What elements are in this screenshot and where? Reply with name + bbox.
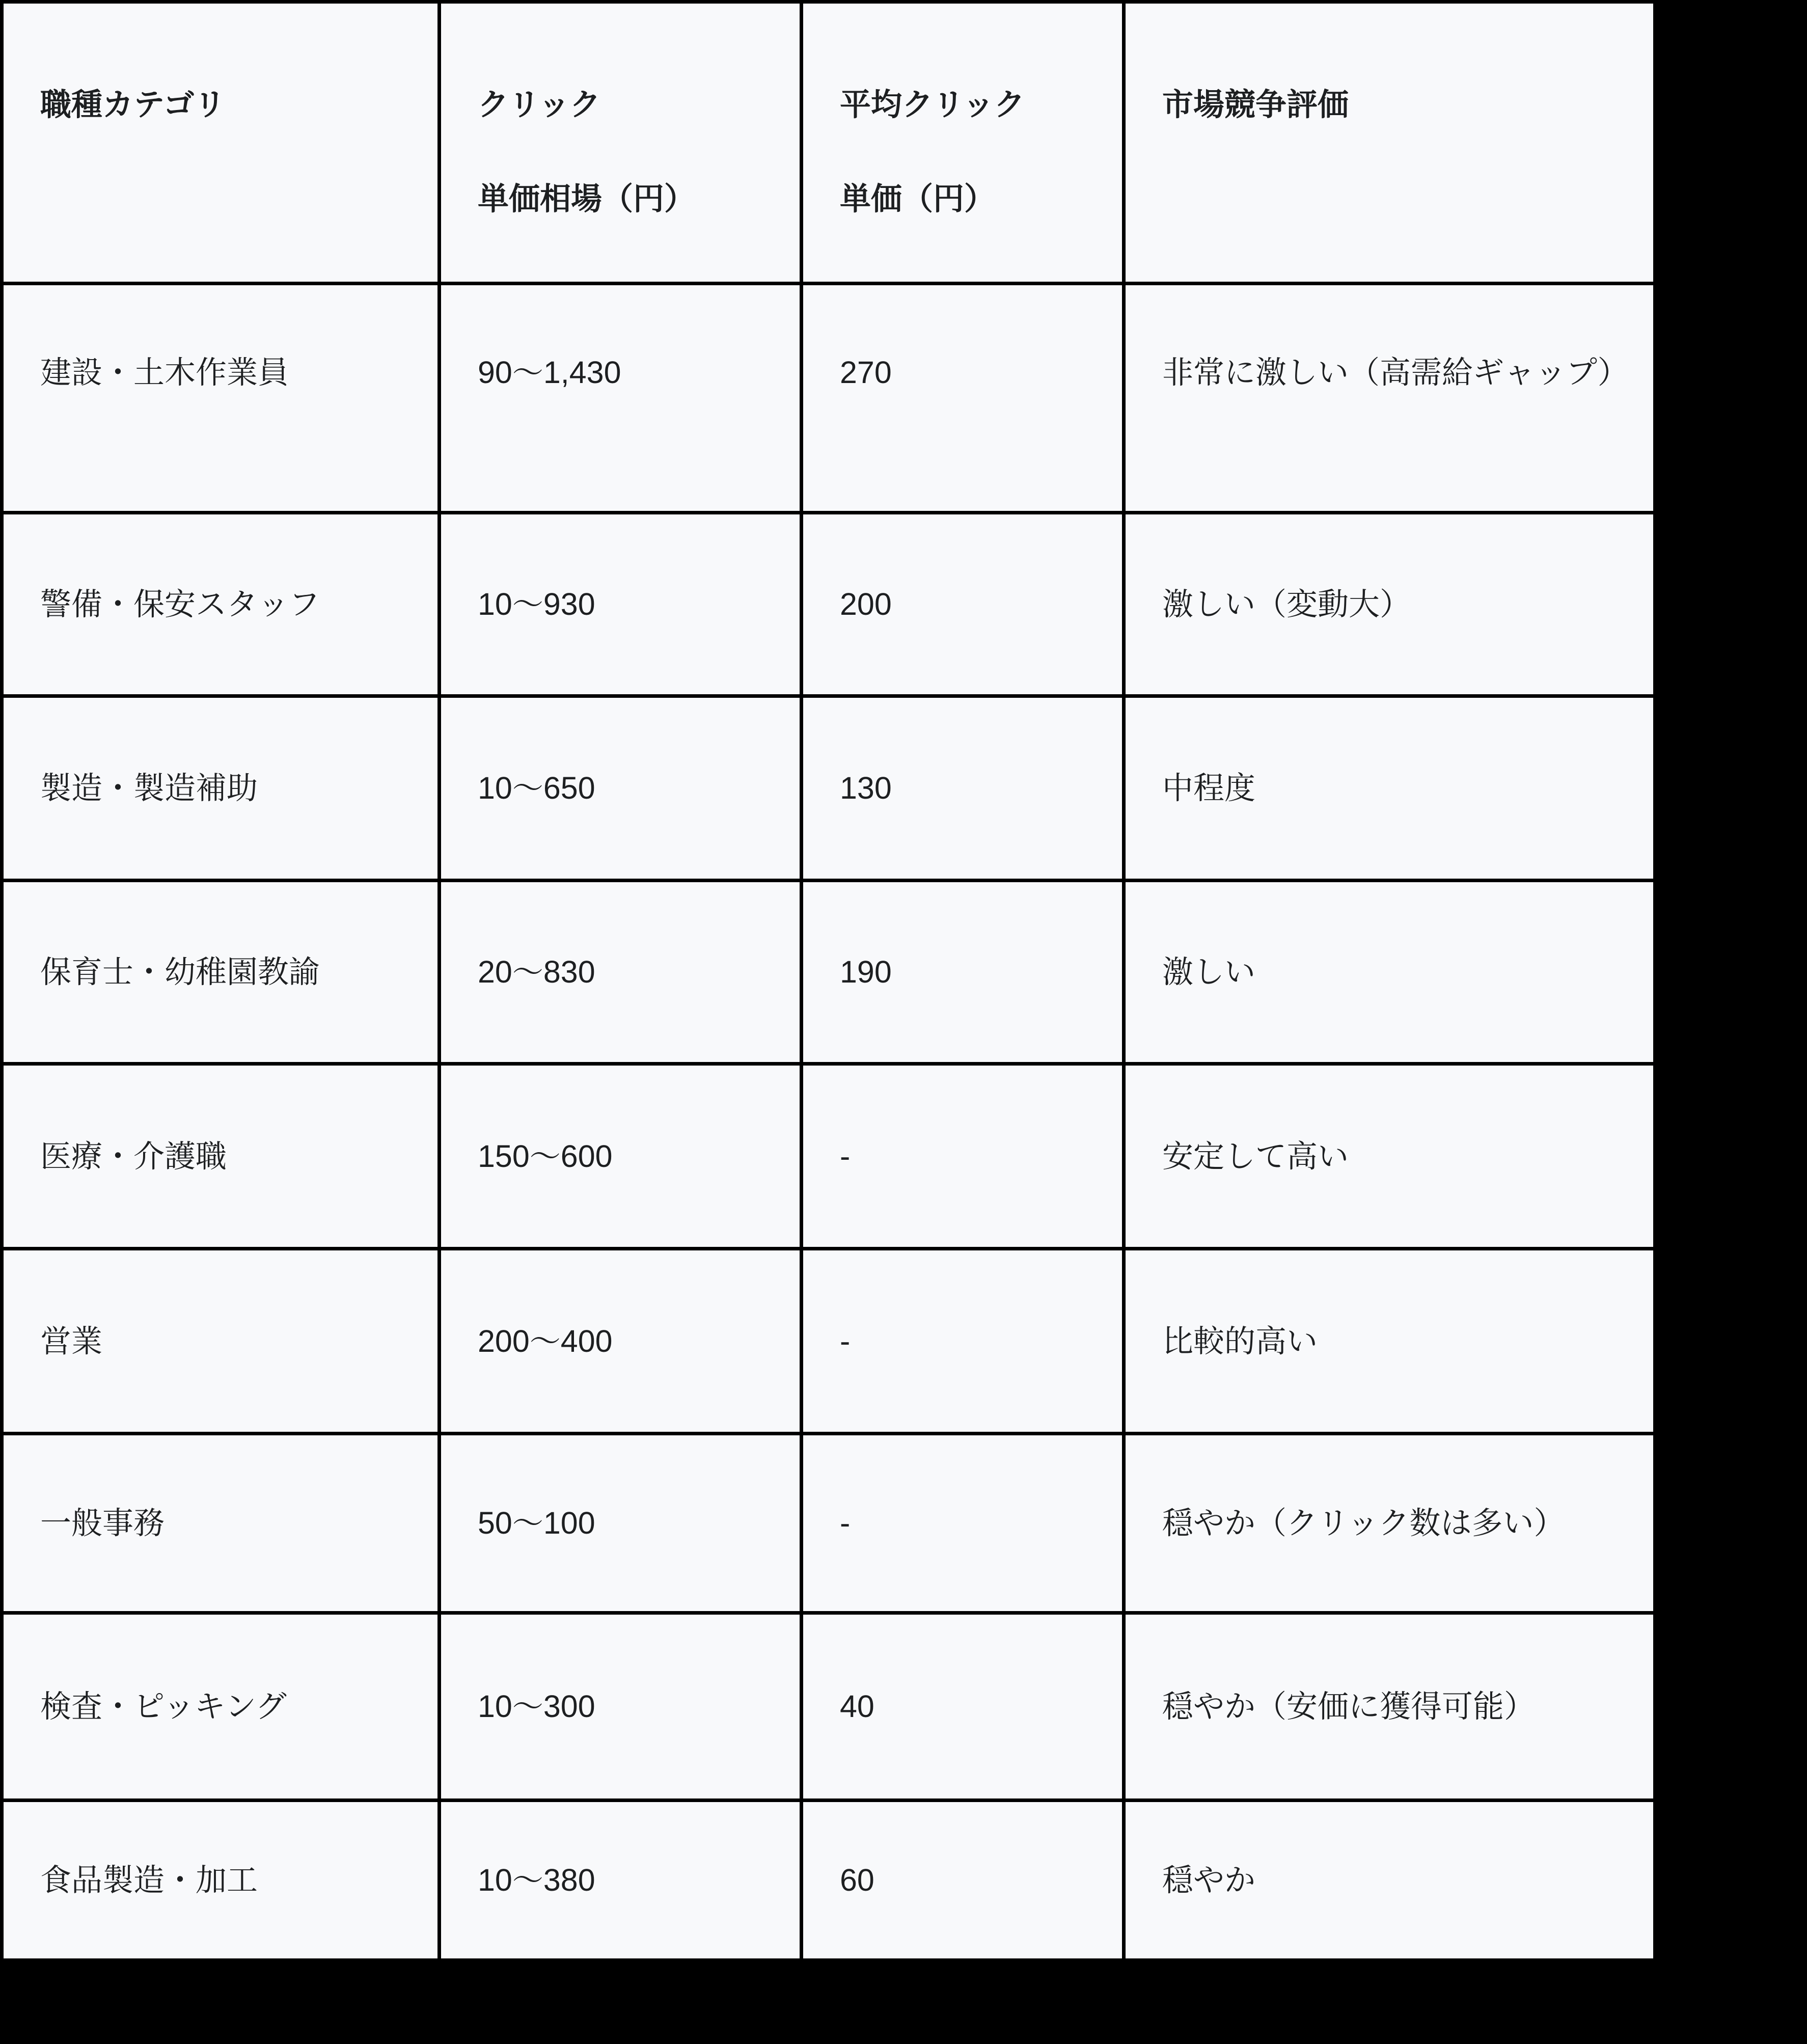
column-header-avg-cpc xyxy=(803,4,1122,282)
cell-text: 激しい xyxy=(1162,955,1256,989)
table-cell xyxy=(441,1435,800,1611)
cell-text: 一般事務 xyxy=(40,1506,165,1540)
cell-text: 中程度 xyxy=(1162,771,1256,805)
table-cell xyxy=(803,514,1122,694)
cell-text: 200 xyxy=(840,587,892,621)
column-header-cpc-range xyxy=(441,4,800,282)
table-cell xyxy=(441,1066,800,1247)
cell-text: 検査・ピッキング xyxy=(40,1689,287,1724)
table-cell xyxy=(1126,1435,1653,1611)
table-cell xyxy=(441,698,800,879)
table-cell xyxy=(803,285,1122,511)
cell-text: 激しい（変動大） xyxy=(1162,587,1411,621)
cell-text: 90〜1,430 xyxy=(478,355,621,390)
cell-text: 警備・保安スタッフ xyxy=(40,587,320,621)
header-line: 職種カテゴリ xyxy=(40,87,226,122)
table-cell xyxy=(803,882,1122,1062)
cell-text: 10〜930 xyxy=(478,587,595,621)
cell-text: 建設・土木作業員 xyxy=(40,355,289,390)
cell-text: 10〜380 xyxy=(478,1863,595,1897)
cell-text: 150〜600 xyxy=(478,1138,613,1174)
table-cell xyxy=(441,1250,800,1432)
cell-text: 200〜400 xyxy=(478,1323,613,1358)
table-cell xyxy=(441,514,800,694)
table-cell xyxy=(1126,1615,1653,1798)
table-cell xyxy=(441,882,800,1062)
table-cell xyxy=(1126,1250,1653,1432)
header-line: クリック xyxy=(478,87,601,122)
table-cell xyxy=(4,1066,437,1247)
table-cell xyxy=(803,1066,1122,1247)
cell-text: 20〜830 xyxy=(478,955,595,989)
cell-text: - xyxy=(840,1323,851,1358)
table-cell xyxy=(4,882,437,1062)
cell-text: 比較的高い xyxy=(1162,1323,1318,1358)
cell-text: - xyxy=(840,1506,851,1540)
table-cell xyxy=(4,1615,437,1798)
header-line: 単価（円） xyxy=(840,181,996,216)
cell-text: 10〜650 xyxy=(478,771,595,805)
table-cell xyxy=(803,1250,1122,1432)
cell-text: 10〜300 xyxy=(478,1689,595,1724)
cell-text: 50〜100 xyxy=(478,1506,595,1540)
table-cell xyxy=(4,285,437,511)
cell-text: 穏やか（クリック数は多い） xyxy=(1162,1506,1565,1540)
column-header-competition xyxy=(1126,4,1653,282)
cell-text: 130 xyxy=(840,771,892,805)
cell-text: 40 xyxy=(840,1689,874,1724)
table-cell xyxy=(803,698,1122,879)
column-header-job-category xyxy=(4,4,437,282)
cell-text: 安定して高い xyxy=(1162,1138,1349,1174)
cell-text: 製造・製造補助 xyxy=(40,771,258,805)
table-cell xyxy=(1126,514,1653,694)
table-cell xyxy=(1126,698,1653,879)
cell-text: 医療・介護職 xyxy=(40,1138,227,1174)
table-cell xyxy=(4,698,437,879)
table-cell xyxy=(803,1802,1122,1958)
header-line: 市場競争評価 xyxy=(1162,87,1349,122)
table-cell xyxy=(1126,1066,1653,1247)
cell-text: 190 xyxy=(840,955,892,989)
cell-text: 穏やか（安価に獲得可能） xyxy=(1162,1689,1536,1724)
cell-text: 営業 xyxy=(40,1323,103,1358)
table-cell xyxy=(803,1435,1122,1611)
table-cell xyxy=(803,1615,1122,1798)
table-cell xyxy=(4,514,437,694)
cell-text: - xyxy=(840,1138,851,1174)
table-cell xyxy=(1126,882,1653,1062)
table-cell xyxy=(441,285,800,511)
header-line: 平均クリック xyxy=(840,87,1025,122)
table-cell xyxy=(4,1250,437,1432)
table-cell xyxy=(441,1615,800,1798)
cell-text: 270 xyxy=(840,355,892,390)
cell-text: 保育士・幼稚園教諭 xyxy=(40,955,320,989)
table-cell xyxy=(4,1802,437,1958)
cell-text: 穏やか xyxy=(1162,1863,1256,1897)
table-cell xyxy=(1126,1802,1653,1958)
table-cell xyxy=(441,1802,800,1958)
cell-text: 非常に激しい（高需給ギャップ） xyxy=(1162,355,1629,390)
cell-text: 食品製造・加工 xyxy=(40,1863,258,1897)
table-cell xyxy=(1126,285,1653,511)
header-line: 単価相場（円） xyxy=(478,181,696,216)
table-cell xyxy=(4,1435,437,1611)
cell-text: 60 xyxy=(840,1863,874,1897)
